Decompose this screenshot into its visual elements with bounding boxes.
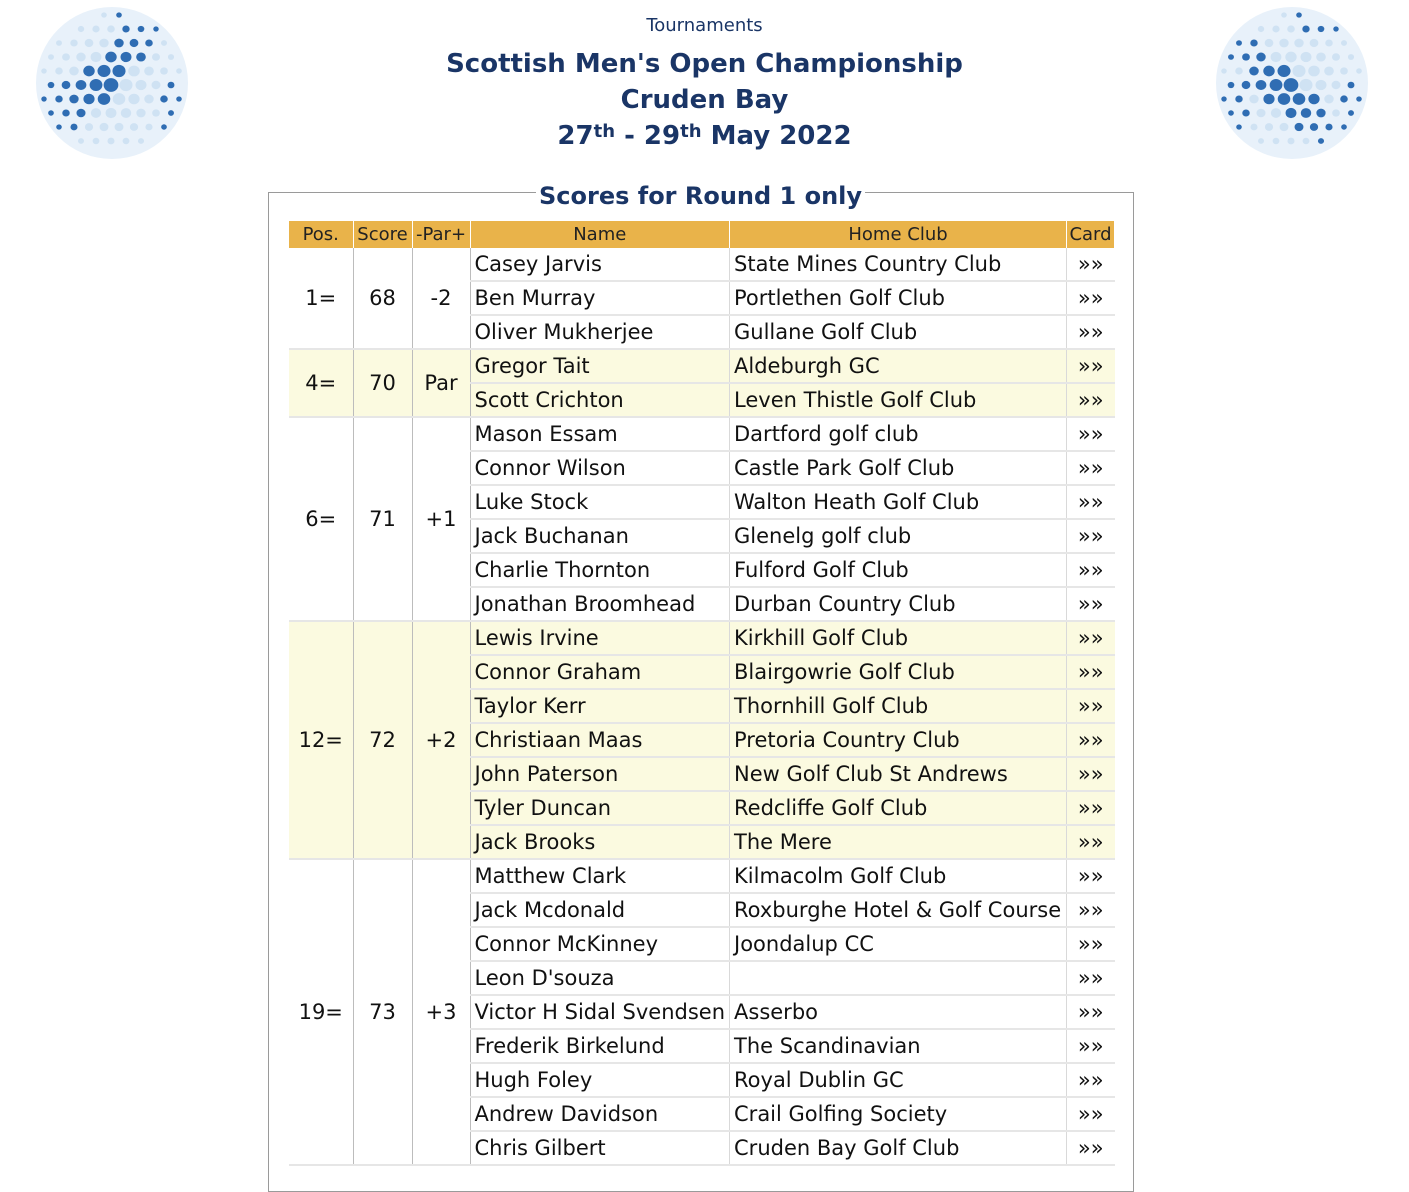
player-name: Lewis Irvine [470, 621, 730, 655]
group-pos: 19= [289, 859, 353, 1165]
group-score: 71 [353, 417, 412, 621]
table-row [289, 417, 1115, 451]
player-home-club: Portlethen Golf Club [730, 281, 1067, 315]
player-name: Chris Gilbert [470, 1131, 730, 1165]
card-link[interactable]: »» [1067, 961, 1115, 995]
card-link[interactable]: »» [1067, 349, 1115, 383]
group-pos: 6= [289, 417, 353, 621]
player-name: Jack Buchanan [470, 519, 730, 553]
player-name: Frederik Birkelund [470, 1029, 730, 1063]
player-home-club: The Mere [730, 825, 1067, 859]
player-name: Hugh Foley [470, 1063, 730, 1097]
table-row [289, 621, 1115, 655]
card-link[interactable]: »» [1067, 655, 1115, 689]
breadcrumb [0, 15, 1409, 36]
player-home-club: Thornhill Golf Club [730, 689, 1067, 723]
card-link[interactable]: »» [1067, 689, 1115, 723]
card-link[interactable]: »» [1067, 859, 1115, 893]
card-link[interactable]: »» [1067, 248, 1115, 281]
card-link[interactable]: »» [1067, 281, 1115, 315]
player-name: Matthew Clark [470, 859, 730, 893]
player-home-club: Royal Dublin GC [730, 1063, 1067, 1097]
card-link[interactable]: »» [1067, 1029, 1115, 1063]
player-home-club: Castle Park Golf Club [730, 451, 1067, 485]
player-home-club: Blairgowrie Golf Club [730, 655, 1067, 689]
player-name: Tyler Duncan [470, 791, 730, 825]
card-link[interactable]: »» [1067, 723, 1115, 757]
player-name: Andrew Davidson [470, 1097, 730, 1131]
player-home-club: Aldeburgh GC [730, 349, 1067, 383]
scores-table [289, 221, 1115, 1166]
player-home-club: Cruden Bay Golf Club [730, 1131, 1067, 1165]
player-home-club: State Mines Country Club [730, 248, 1067, 281]
group-score: 72 [353, 621, 412, 859]
group-pos: 1= [289, 248, 353, 349]
player-name: Connor Wilson [470, 451, 730, 485]
col-score: Score [353, 221, 412, 248]
group-par: +3 [412, 859, 470, 1165]
card-link[interactable]: »» [1067, 893, 1115, 927]
page-title [0, 46, 1409, 154]
card-link[interactable]: »» [1067, 383, 1115, 417]
card-link[interactable]: »» [1067, 485, 1115, 519]
card-link[interactable]: »» [1067, 315, 1115, 349]
player-home-club: Fulford Golf Club [730, 553, 1067, 587]
player-name: John Paterson [470, 757, 730, 791]
player-name: Ben Murray [470, 281, 730, 315]
player-home-club: Walton Heath Golf Club [730, 485, 1067, 519]
player-home-club [730, 961, 1067, 995]
player-home-club: Glenelg golf club [730, 519, 1067, 553]
card-link[interactable]: »» [1067, 417, 1115, 451]
player-home-club: Kilmacolm Golf Club [730, 859, 1067, 893]
player-name: Mason Essam [470, 417, 730, 451]
player-home-club: Roxburghe Hotel & Golf Course [730, 893, 1067, 927]
scores-body [289, 248, 1115, 1165]
player-name: Oliver Mukherjee [470, 315, 730, 349]
tournaments-link[interactable]: Tournaments [646, 15, 763, 36]
card-link[interactable]: »» [1067, 1097, 1115, 1131]
player-name: Scott Crichton [470, 383, 730, 417]
player-name: Jonathan Broomhead [470, 587, 730, 621]
table-row [289, 248, 1115, 281]
group-par: +1 [412, 417, 470, 621]
player-home-club: Kirkhill Golf Club [730, 621, 1067, 655]
player-name: Luke Stock [470, 485, 730, 519]
group-par: -2 [412, 248, 470, 349]
player-name: Charlie Thornton [470, 553, 730, 587]
col-pos: Pos. [289, 221, 353, 248]
group-score: 70 [353, 349, 412, 417]
player-name: Jack Brooks [470, 825, 730, 859]
player-home-club: Leven Thistle Golf Club [730, 383, 1067, 417]
player-name: Leon D'souza [470, 961, 730, 995]
group-pos: 12= [289, 621, 353, 859]
table-row [289, 349, 1115, 383]
group-score: 73 [353, 859, 412, 1165]
table-row [289, 859, 1115, 893]
card-link[interactable]: »» [1067, 553, 1115, 587]
player-name: Connor McKinney [470, 927, 730, 961]
card-link[interactable]: »» [1067, 451, 1115, 485]
group-par: +2 [412, 621, 470, 859]
player-name: Gregor Tait [470, 349, 730, 383]
card-link[interactable]: »» [1067, 519, 1115, 553]
card-link[interactable]: »» [1067, 995, 1115, 1029]
player-home-club: Crail Golfing Society [730, 1097, 1067, 1131]
player-home-club: The Scandinavian [730, 1029, 1067, 1063]
card-link[interactable]: »» [1067, 927, 1115, 961]
col-par: -Par+ [412, 221, 470, 248]
championship-name: Scottish Men's Open Championship [446, 49, 963, 79]
card-link[interactable]: »» [1067, 621, 1115, 655]
card-link[interactable]: »» [1067, 791, 1115, 825]
player-home-club: Asserbo [730, 995, 1067, 1029]
card-link[interactable]: »» [1067, 1063, 1115, 1097]
player-home-club: Gullane Golf Club [730, 315, 1067, 349]
card-link[interactable]: »» [1067, 1131, 1115, 1165]
player-home-club: Pretoria Country Club [730, 723, 1067, 757]
venue-name: Cruden Bay [620, 85, 789, 115]
card-link[interactable]: »» [1067, 587, 1115, 621]
scores-legend: Scores for Round 1 only [536, 180, 865, 212]
player-name: Taylor Kerr [470, 689, 730, 723]
player-name: Connor Graham [470, 655, 730, 689]
col-home-club: Home Club [730, 221, 1067, 248]
group-pos: 4= [289, 349, 353, 417]
player-name: Casey Jarvis [470, 248, 730, 281]
group-par: Par [412, 349, 470, 417]
table-header-row [289, 221, 1115, 248]
player-name: Victor H Sidal Svendsen [470, 995, 730, 1029]
group-score: 68 [353, 248, 412, 349]
player-home-club: Durban Country Club [730, 587, 1067, 621]
col-name: Name [470, 221, 730, 248]
col-card: Card [1067, 221, 1115, 248]
player-name: Christiaan Maas [470, 723, 730, 757]
player-home-club: Redcliffe Golf Club [730, 791, 1067, 825]
player-name: Jack Mcdonald [470, 893, 730, 927]
card-link[interactable]: »» [1067, 757, 1115, 791]
player-home-club: Dartford golf club [730, 417, 1067, 451]
event-dates: 27th - 29th May 2022 [557, 121, 852, 151]
player-home-club: New Golf Club St Andrews [730, 757, 1067, 791]
player-home-club: Joondalup CC [730, 927, 1067, 961]
card-link[interactable]: »» [1067, 825, 1115, 859]
